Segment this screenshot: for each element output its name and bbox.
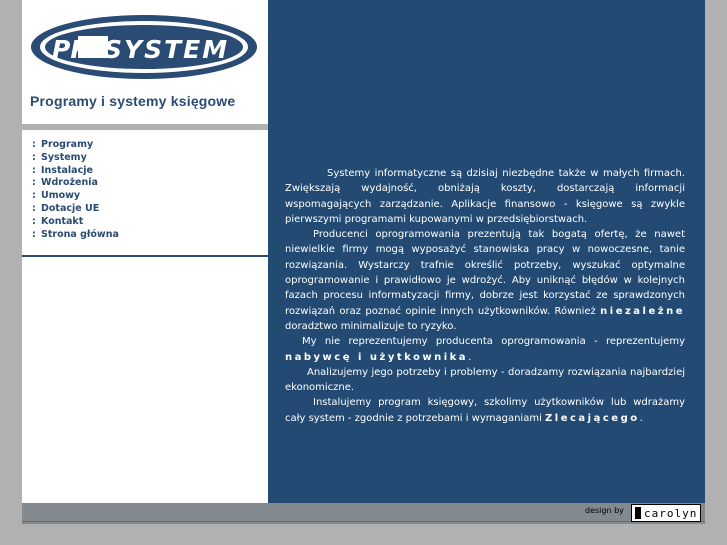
logo-tagline: Programy i systemy księgowe [30,93,236,109]
nav-item-strona-glowna[interactable]: : Strona główna [32,228,119,240]
nav-item-instalacje[interactable]: : Instalacje [32,164,93,176]
design-by-label: design by [585,506,624,515]
nav-item-label: Umowy [41,190,81,202]
nav-item-label: Kontakt [41,215,84,227]
nav-item-label: Programy [41,139,94,150]
page-frame [22,0,705,524]
nav-item-label: Dotacje UE [41,202,100,214]
logo-box[interactable] [22,0,268,124]
nav-item-systemy[interactable]: : Systemy [32,151,87,163]
nav-item-label: Strona główna [41,228,119,240]
left-column [22,0,268,503]
emphasis-text: niezależne [600,305,685,317]
designer-logo[interactable] [631,504,701,522]
emphasis-text: nabywcę i użytkownika [285,351,469,363]
nav-item-label: Systemy [41,151,87,163]
nav-item-wdrozenia[interactable]: : Wdrożenia [32,177,98,189]
content-paragraph: My nie reprezentujemy producenta oprogramowania - reprezentujemy nabywcę i użytkownika. [285,336,685,363]
main-content [285,166,685,426]
designer-name: carolyn [644,506,698,520]
nav-item-kontakt[interactable]: : Kontakt [32,215,84,227]
logo-brand-right: SYSTEM [104,35,230,64]
pk-system-logo [30,14,258,86]
nav-item-dotacje-ue[interactable]: : Dotacje UE [32,202,100,214]
content-paragraph: Analizujemy jego potrzeby i problemy - doradzamy rozwiązania najbardziej ekonomiczne. [285,366,685,394]
divider [22,124,268,130]
content-paragraph: Systemy informatyczne są dzisiaj niezbędne także w małych firmach. Zwiększają wydajność, obniżają koszty, dostarczają informacji wspomagających zarządzanie. Aplikacje finansowo - księgowe są zwykle pierwszymi programami kupowanymi w przedsiębiorstwach. [285,168,685,225]
nav-item-label: Instalacje [41,164,93,176]
logo-brand-left: PK [52,35,90,64]
content-paragraph: Instalujemy program księgowy, szkolimy użytkowników lub wdrażamy cały system - zgodnie z potrzebami i wymaganiami Zlecającego. [285,397,685,424]
nav-item-umowy[interactable]: : Umowy [32,190,81,202]
nav-item-label: Wdrożenia [41,177,98,189]
emphasis-text: Zlecającego [545,412,640,424]
footer-divider [22,521,705,522]
nav-item-programy[interactable]: : Programy [32,139,94,150]
divider [22,255,268,257]
content-paragraph: Producenci oprogramowania prezentują tak bogatą ofertę, że nawet niewielkie firmy mogą wyposażyć stanowiska pracy w nowoczesne, tanie rozwiązania. Wystarczy trafnie określić potrzeby, wyszukać optymalne oprogramowanie i prawidłowo je wdrożyć. Aby uniknąć błędów w kolejnych fazach procesu informatyzacji firmy, dobrze jest korzystać ze sprawdzonych rozwiązań oraz poznać opinie innych użytkowników. Również niezależne doradztwo minimalizuje to ryzyko. [285,229,685,332]
main-nav [32,139,119,241]
carolyn-logo-icon [635,507,641,519]
